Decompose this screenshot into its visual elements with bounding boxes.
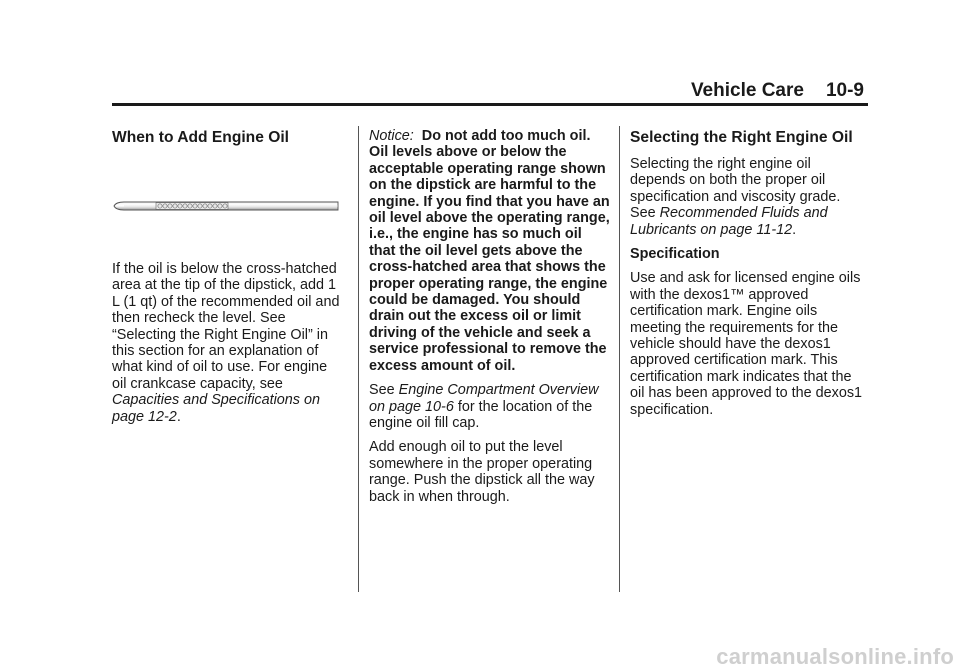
section-title: Vehicle Care	[690, 80, 804, 101]
paragraph-add-enough-oil: Add enough oil to put the level somewhere in the proper operating range. Push the dipstick all the way back in when through.	[369, 439, 595, 505]
notice-body: Do not add too much oil. Oil levels above or below the acceptable operating range shown on the dipstick are harmful to the engine. If you find that you have an oil level above the operating range, i.e., the engine has so much oil that the oil level gets above the cross-hatched area that shows the proper operating range, the engine could be damaged. You should drain out the excess oil or limit driving of the vehicle and seek a service professional to remove the excess amount of oil.	[369, 128, 610, 374]
paragraph-specification: Use and ask for licensed engine oils with the dexos1™ approved certification mark. Engine oils meeting the requirements for the vehicle should have the dexos1 approved certification mark. This certification mark indicates that the oil has been approved to the dexos1 specification.	[630, 270, 863, 418]
paragraph-see-engine-compartment: See Engine Compartment Overview on page 10-6 for the location of the engine oil fill cap.	[369, 382, 599, 431]
dipstick-illustration	[110, 191, 344, 221]
subheading-specification: Specification	[630, 246, 720, 263]
column-divider	[358, 126, 359, 592]
notice-block	[369, 128, 611, 374]
column-right	[630, 128, 868, 426]
page-number: 10-9	[825, 80, 864, 101]
link-capacities-specifications[interactable]: Capacities and Specifications on page 12-2	[112, 392, 320, 425]
page-header	[691, 80, 864, 102]
column-divider	[619, 126, 620, 592]
dipstick-icon	[110, 191, 340, 221]
link-recommended-fluids[interactable]: Recommended Fluids and Lubricants on page 11-12	[630, 205, 828, 238]
header-rule	[112, 103, 868, 106]
paragraph-selecting-oil: Selecting the right engine oil depends on both the proper oil specification and viscosity grade. See Recommended Fluids and Lubricants on page 11-12.	[630, 156, 841, 238]
watermark: carmanualsonline.info	[716, 644, 954, 669]
paragraph-add-oil-instructions: If the oil is below the cross-hatched area at the tip of the dipstick, add 1 L (1 qt) of the recommended oil and then recheck the level. See “Selecting the Right Engine Oil” in this section for an explanation of what kind of oil to use. For engine oil crankcase capacity, see Capacities and Specifications on page 12-2.	[112, 261, 340, 425]
link-engine-compartment-overview[interactable]: Engine Compartment Overview on page 10-6	[369, 382, 599, 415]
notice-label: Notice:	[369, 128, 414, 144]
heading-selecting-oil: Selecting the Right Engine Oil	[630, 129, 853, 146]
heading-when-to-add-oil: When to Add Engine Oil	[112, 129, 289, 146]
column-left	[112, 128, 344, 433]
column-middle	[369, 128, 611, 513]
